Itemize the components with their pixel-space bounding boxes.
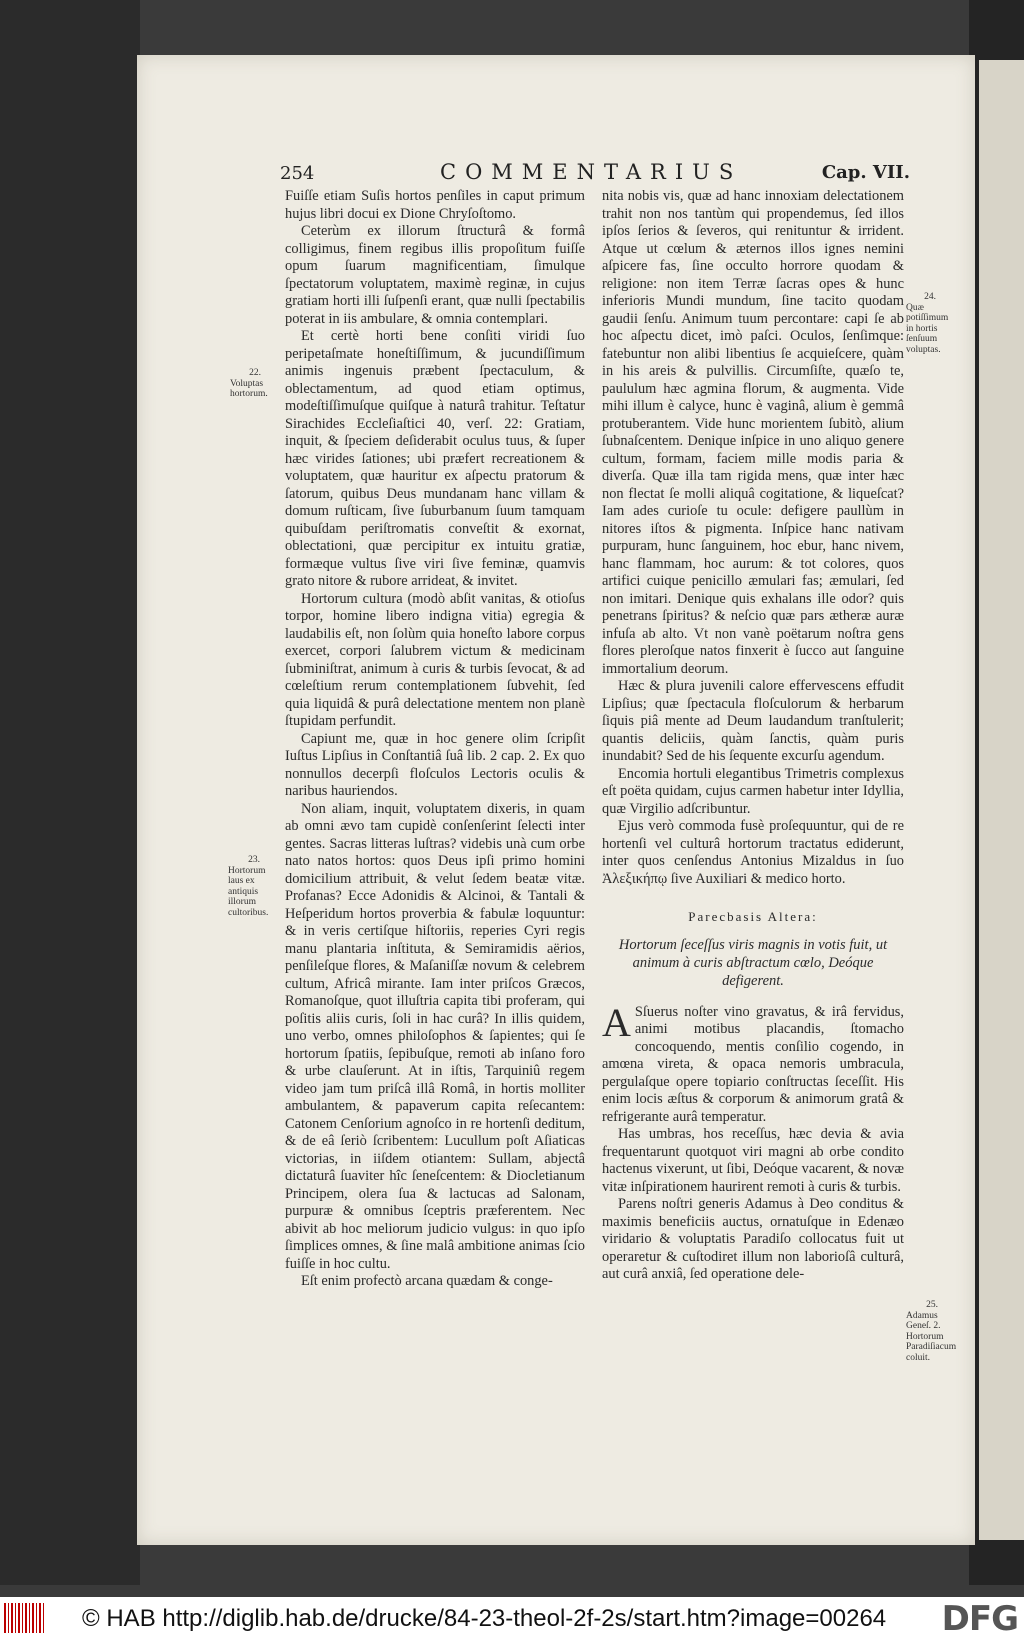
margin-note-22: [230, 368, 280, 400]
drop-capital: A: [602, 999, 631, 1045]
margin-note-number: 23.: [248, 855, 260, 865]
barcode-icon: [4, 1603, 46, 1633]
paragraph-text: Sſuerus noſter vino gravatus, & irâ fervidus, animi motibus placandis, ſtomacho concoquendo, mentis conſilio cogendo, in amœna vireta, & opaca nemoris umbracula, pergulaſque opere topiario conſtructas ſeceſſit. His enim locis æſtus & corporum & animorum gratâ & refrigerante aurâ temperatur.: [602, 1003, 904, 1125]
paragraph: Has umbras, hos receſſus, hæc devia & avia frequentarunt quotquot viri magni ab orbe condito hactenus vixerunt, ut ſibi, Deóque vacarent, & novæ vitæ inſpirationem haurirent remoti à curis & turbis.: [602, 1126, 904, 1195]
page-header: [280, 160, 910, 190]
margin-note-25: [906, 1300, 958, 1363]
margin-note-number: 24.: [924, 292, 936, 302]
paragraph: Encomia hortuli elegantibus Trimetris complexus eſt poëta quidam, cujus carmen habetur inter Idyllia, quæ Virgilio adſcribuntur.: [602, 765, 904, 817]
margin-note-text: Quæ potiſſimum in hortis ſenſuum voluptas.: [906, 302, 949, 355]
paragraph: Eſt enim profectò arcana quædam & conge-: [301, 1273, 553, 1289]
margin-note-number: 22.: [249, 368, 261, 378]
margin-note-text: Hortorum laus ex antiquis illorum cultoribus.: [228, 865, 269, 918]
right-column: [602, 188, 904, 1284]
margin-note-text: Adamus Geneſ. 2. Hortorum Paradiſiacum coluit.: [906, 1310, 957, 1363]
paragraph: Hortorum cultura (modò abſit vanitas, & otioſus torpor, homine libero indigna vitia) egregia & laudabilis eſt, non ſolùm quia honeſto labore corpus exercet, corpori ſalubrem victum & medicinam ſubminiſtrat, animum à curis & turbis ſevocat, & ad cœleſtium rerum contemplationem ſubvehit, ſed quia liquidâ & purâ delectatione mentem non planè ſtupidam perfundit.: [285, 590, 585, 729]
paragraph: nita nobis vis, quæ ad hanc innoxiam delectationem trahit non nos tantùm qui propendemus, ſed illos ipſos ſerios & ſeveros, qui renituntur & irrident. Atque ut cœlum & æternos illos ignes nemini aſpicere fas, ſine occulto horrore quodam & religione: non item Terræ ſacras opes & hunc inferioris Mundi mundum, ſine tacito quodam gaudii ſenſu. Animum tuum percontare: capi ſe ab hoc aſpectu dicet, imò paſci. Oculos, ſenſimque: fatebuntur non alibi libentius ſe acquieſcere, quàm in his areis & pulvillis. Circumſiſte, quæſo te, paululum hæc agmina florum, & augmenta. Vide mihi illum è calyce, hunc è vaginâ, alium è gemmâ protuberantem. Vide hunc morientem ſubitò, alium ſubnaſcentem. Denique inſpice in uno aliquo genere cultum, formam, faciem mille modis paria & diverſa. Quæ illa tam rigida mens, quæ inter hæc non flectat ſe molli aliquâ cogitatione, & liqueſcat? Iam ades curioſe tu ocule: defigere paullùm in nitores iſtos & pigmenta. Inſpice hanc nativam purpuram, hunc ſanguinem, hoc ebur, hanc nivem, hanc flammam, hoc aurum: & tot colores, quos artifici cuique penicillo æmulari fas; æmulari, ſed non imitari. Denique quis exhalans ille odor? quis penetrans ſpiritus? & neſcio quæ pars ætheræ auræ infuſa ab alto. Vt non vanè poëtarum noſtra gens flores pleroſque natos finxerit è ſucco aut ſanguine immortalium deorum.: [602, 188, 904, 677]
copyright-url: © HAB http://diglib.hab.de/drucke/84-23-theol-2f-2s/start.htm?image=00264: [82, 1605, 887, 1632]
paragraph: Ceterùm ex illorum ſtructurâ & formâ colligimus, finem regibus illis propoſitum fuiſſe opum ſuarum magnificentiam, ſimulque ſpectatorum voluptatem, maximè reginæ, in cujus gratiam horti illi ſuſpenſi erant, quæ nulli ſpectabilis poterat in iis ambulare, & omnia contemplari.: [285, 223, 585, 327]
dfg-logo: DFG: [941, 1599, 1018, 1639]
paragraph: Capiunt me, quæ in hoc genere olim ſcripſit Iuſtus Lipſius in Conſtantiâ ſuâ lib. 2 cap. 2. Ex quo nonnullos decerpſi floſculos Lectoris oculis & naribus hauriendos.: [285, 730, 585, 799]
paragraph: [602, 999, 904, 1127]
paragraph: Ejus verò commoda fusè proſequuntur, qui de re hortenſi vel culturâ hortorum tractatus ediderunt, inter quos cenſendus Antonius Mizaldus in ſuo Ἀλεξικήπῳ ſive Auxiliari & medico horto.: [602, 818, 904, 887]
paragraph: Fuiſſe etiam Suſis hortos penſiles in caput primum hujus libri docui ex Dione Chryſoſtomo.: [285, 188, 585, 222]
chapter-label: Cap. VII.: [821, 162, 910, 183]
page-number: 254: [280, 163, 315, 184]
margin-note-24: [906, 292, 954, 355]
scan-background-left: [0, 0, 140, 1585]
running-title: COMMENTARIUS: [440, 160, 743, 184]
left-column: [285, 188, 585, 1291]
paragraph: Non aliam, inquit, voluptatem dixeris, in quam ab omni ævo tam cupidè conſenſerint ſelecti inter gentes. Sacras litteras luſtras? videbis unà cum orbe nato natos hortos: quos Deus ipſi primo homini domicilium attribuit, & velut ſedem beatæ vitæ. Profanas? Ecce Adonidis & Alcinoi, & Tantali & Heſperidum hortos proverbia & fabulæ loquuntur: & in veris certiſque hiſtoriis, reperies Cyri regis manu plantaria inſtituta, & Semiramidis aërios, penſileſque flores, & Maſaniſſæ novum & celebrem cultum, Africâ mirante. Iam inter priſcos Græcos, Romanoſque, quot illuſtria capita tibi proferam, qui poſitis aliis curis, ſoli in hac curâ? In illis quidem, uno verbo, omnes philoſophos & ſapientes; qui ſe hortorum ſpatiis, ſepibuſque, remoti ab inſano foro & urbe clauſerunt. At in iſtis, Tarquiniû regem video jam tum priſcâ illâ Româ, in hortis molliter ambulantem, & papaverum capita reſecantem: Catonem Cenſorium agnoſco in re hortenſi deditum, & de eâ ſeriò ſcribentem: Lucullum poſt Aſiaticas victorias, in iiſdem otiantem: Sullam, abjectâ dictaturâ ſuaviter hîc ſeneſcentem: & Diocletianum Principem, olera ſua & lactucas ad Salonam, purpuræ & omnibus ſceptris præferentem. Nec abivit ab hoc meliorum judicio vulgus: in quo ipſo ſimplices omnes, & ſine malâ ambitione animas ſcio fuiſſe in hoc cultu.: [285, 800, 585, 1272]
footer-bar: [0, 1597, 1024, 1640]
margin-note-text: Voluptas hortorum.: [230, 378, 268, 399]
section-heading: Parecbasis Altera:: [688, 909, 818, 924]
paragraph: Parens noſtri generis Adamus à Deo conditus & maximis beneficiis auctus, ornatuſque in Edenæo viridario & voluptatis Paradiſo collocatus fuit ut operaretur & cuſtodiret illum non laborioſâ culturâ, aut curâ anxiâ, ſed operatione dele-: [602, 1196, 904, 1282]
section-subheading: Hortorum ſeceſſus viris magnis in votis fuit, ut animum à curis abſtractum cœlo, Deóque defigerent.: [618, 936, 888, 989]
margin-note-number: 25.: [926, 1300, 938, 1310]
margin-note-23: [228, 855, 280, 918]
paragraph: Et certè horti bene conſiti viridi ſuo peripetaſmate honeſtiſſimum, & jucundiſſimum animis ingenuis præbent ſpectaculum, & oblectamentum, ad quod etiam optimus, modeſtiſſimuſque quiſque à naturâ trahitur. Teſtatur Sirachides Eccleſiaſtici 40, verſ. 22: Gratiam, inquit, & ſpeciem deſiderabit oculus tuus, & ſuper hæc virides ſationes; ubi præfert recreationem & voluptatem, quæ hauritur ex aſpectu pratorum & ſatorum, quibus Deus mundanam hanc villam & domum ruſticam, ſive ſuburbanum ſuum tamquam quibuſdam periſtromatis conveſtit & exornat, oblectationi, quæ percipitur ex intuitu gratiæ, formæque vultus ſive viri ſive feminæ, quamvis grato nitore & rubore arrideat, & invitet.: [285, 328, 585, 589]
paragraph: Hæc & plura juvenili calore effervescens effudit Lipſius; quæ ſpectacula floſculorum & herbarum ſiquis piâ mente ad Deum laudandum tranſtulerit; quantis deliciis, quàm ſanctis, quàm puris inundabit? Sed de his ſequente excurſu agendum.: [602, 678, 904, 764]
next-page-edge: [979, 60, 1024, 1540]
